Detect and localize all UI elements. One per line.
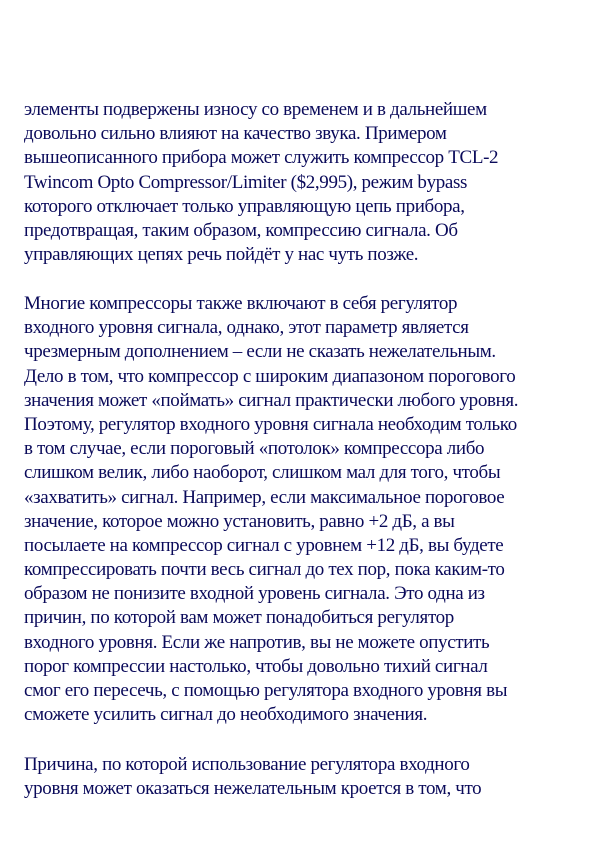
text-line: образом не понизите входной уровень сигнала. Это одна из [24,583,485,605]
text-line: порог компрессии настолько, чтобы довольно тихий сигнал [24,655,488,677]
text-line: слишком велик, либо наоборот, слишком мал для того, чтобы [24,462,501,484]
text-line: компрессировать почти весь сигнал до тех пор, пока каким-то [24,559,505,581]
text-line: значения может «поймать» сигнал практически любого уровня. [24,389,519,411]
text-line: уровня может оказаться нежелательным кроется в том, что [24,778,482,800]
text-line: сможете усилить сигнал до необходимого значения. [24,704,428,726]
text-line: предотвращая, таким образом, компрессию сигнала. Об [24,219,458,241]
text-line: Причина, по которой использование регулятора входного [24,754,470,775]
text-line: элементы подвержены износу со временем и в дальнейшем [24,99,487,120]
text-line: в том случае, если пороговый «потолок» компрессора либо [24,438,485,460]
text-line: причин, по которой вам может понадобиться регулятор [24,607,454,629]
text-line: «захватить» сигнал. Например, если максимальное пороговое [24,486,505,508]
text-line: Twincom Opto Compressor/Limiter ($2,995), режим bypass [24,171,468,193]
text-line: Многие компрессоры также включают в себя регулятор [24,293,458,314]
text-line: управляющих цепях речь пойдёт у нас чуть позже. [24,244,419,266]
text-line: Дело в том, что компрессор с широким диапазоном порогового [24,365,516,387]
text-line: смог его пересечь, с помощью регулятора входного уровня вы [24,680,508,701]
paragraph-1 [24,98,584,267]
text-line: довольно сильно влияют на качество звука. Примером [24,123,447,145]
text-line: значение, которое можно установить, равно +2 дБ, а вы [24,510,455,532]
text-line: чрезмерным дополнением – если не сказать нежелательным. [24,341,496,363]
text-line: вышеописанного прибора может служить компрессор TCL-2 [24,147,499,169]
text-line: входного уровня. Если же напротив, вы не можете опустить [24,631,490,653]
text-line: посылаете на компрессор сигнал с уровнем +12 дБ, вы будете [24,534,504,556]
text-line: которого отключает только управляющую цепь прибора, [24,195,465,217]
text-line: входного уровня сигнала, однако, этот параметр является [24,317,469,339]
text-line: Поэтому, регулятор входного уровня сигнала необходим только [24,413,517,435]
paragraph-3 [24,753,584,801]
paragraph-2 [24,292,584,727]
